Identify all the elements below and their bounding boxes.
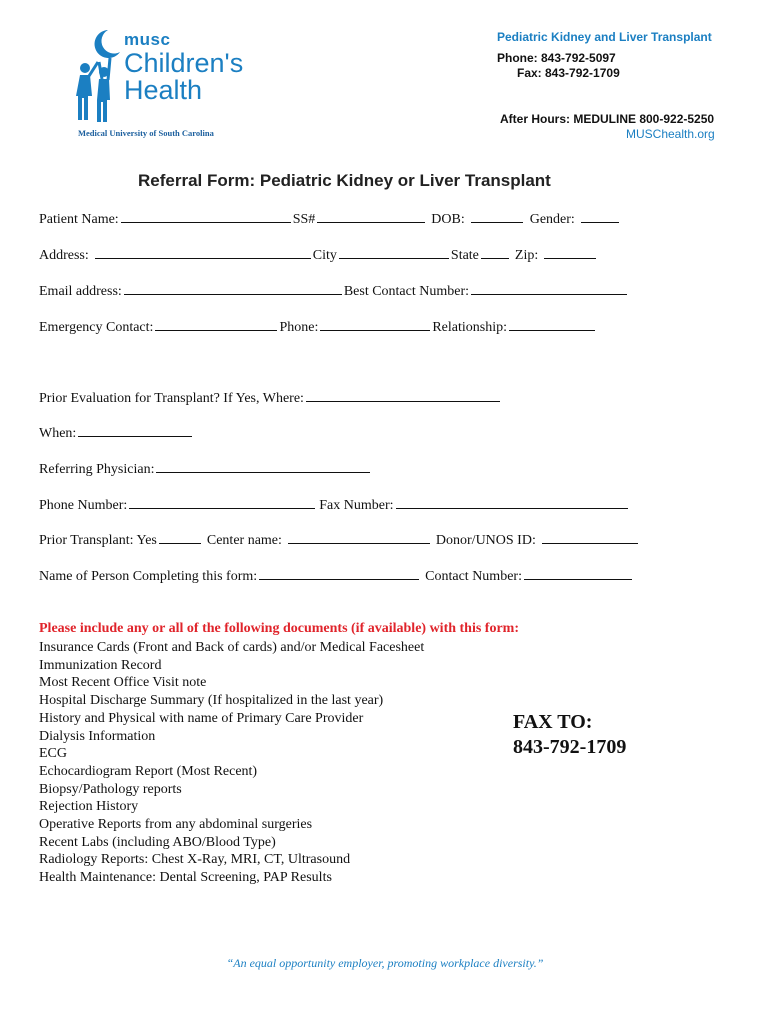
list-item: ECG [39, 746, 67, 762]
zip-field[interactable] [544, 257, 596, 259]
fax-number-label: Fax Number: [319, 498, 394, 513]
fax-number-field[interactable] [396, 507, 628, 509]
fax-to-block [513, 710, 626, 760]
form-row-when [39, 426, 194, 442]
gender-field[interactable] [581, 221, 619, 223]
best-contact-label: Best Contact Number: [343, 284, 470, 299]
donor-id-field[interactable] [542, 542, 638, 544]
contact-number-field[interactable] [524, 578, 632, 580]
form-row-emergency [39, 320, 597, 336]
person-completing-label: Name of Person Completing this form: [39, 569, 258, 584]
logo-health-text: Health [124, 75, 203, 105]
city-label: City [312, 248, 337, 263]
ss-label: SS# [292, 212, 316, 227]
phone-number: Phone: 843-792-5097 [497, 51, 616, 65]
list-item: Rejection History [39, 799, 139, 815]
phone-number-field[interactable] [129, 507, 315, 509]
form-row-address [39, 248, 598, 264]
relationship-label: Relationship: [432, 320, 507, 335]
form-row-completing [39, 569, 634, 585]
phone-number-label: Phone Number: [39, 498, 128, 513]
email-field[interactable] [124, 293, 342, 295]
department-name: Pediatric Kidney and Liver Transplant [497, 30, 712, 44]
state-label: State [450, 248, 479, 263]
list-item: Health Maintenance: Dental Screening, PAP Results [39, 870, 332, 886]
form-row-physician [39, 462, 372, 478]
dob-label: DOB: [431, 212, 465, 227]
list-item: Biopsy/Pathology reports [39, 781, 182, 797]
form-row-email [39, 284, 629, 300]
city-field[interactable] [339, 257, 449, 259]
contact-number-label: Contact Number: [425, 569, 522, 584]
fax-number: Fax: 843-792-1709 [517, 66, 620, 80]
form-title: Referral Form: Pediatric Kidney or Liver Transplant [138, 171, 551, 190]
after-hours: After Hours: MEDULINE 800-922-5250 [500, 112, 715, 126]
list-item: Immunization Record [39, 657, 162, 673]
list-item: Hospital Discharge Summary (If hospitalized in the last year) [39, 693, 384, 709]
list-item: Echocardiogram Report (Most Recent) [39, 763, 258, 779]
prior-transplant-field[interactable] [159, 542, 201, 544]
fax-to-label: FAX TO: [513, 711, 593, 733]
best-contact-field[interactable] [471, 293, 627, 295]
prior-transplant-label: Prior Transplant: Yes [39, 533, 157, 548]
documents-heading: Please include any or all of the following documents (if available) with this form: [39, 621, 519, 636]
emergency-contact-field[interactable] [155, 329, 277, 331]
list-item: Most Recent Office Visit note [39, 675, 207, 691]
person-completing-field[interactable] [259, 578, 419, 580]
footer-statement: “An equal opportunity employer, promoting workplace diversity.” [226, 956, 544, 970]
referring-physician-label: Referring Physician: [39, 462, 155, 477]
form-row-prior-transplant [39, 533, 640, 549]
logo-childrens-text: Children's [124, 48, 244, 78]
documents-list [39, 639, 424, 887]
children-moon-icon [72, 28, 124, 128]
relationship-field[interactable] [509, 329, 595, 331]
contact-block [497, 30, 737, 81]
form-row-prior-eval [39, 391, 502, 407]
center-name-label: Center name: [206, 533, 282, 548]
logo-musc-text: musc [124, 30, 171, 49]
when-field[interactable] [78, 435, 192, 437]
website-link[interactable]: MUSChealth.org [626, 127, 715, 141]
phone-label: Phone: [279, 320, 319, 335]
when-label: When: [39, 426, 77, 441]
referring-physician-field[interactable] [156, 471, 370, 473]
form-row-phone-fax [39, 498, 630, 514]
list-item: Radiology Reports: Chest X-Ray, MRI, CT, Ultrasound [39, 852, 351, 868]
donor-id-label: Donor/UNOS ID: [435, 533, 536, 548]
center-name-field[interactable] [288, 542, 430, 544]
phone-field[interactable] [320, 329, 430, 331]
musc-childrens-health-logo [72, 28, 262, 146]
patient-name-field[interactable] [121, 221, 291, 223]
emergency-contact-label: Emergency Contact: [39, 320, 154, 335]
list-item: Dialysis Information [39, 728, 156, 744]
patient-name-label: Patient Name: [39, 212, 119, 227]
zip-label: Zip: [514, 248, 539, 263]
dob-field[interactable] [471, 221, 523, 223]
ss-field[interactable] [317, 221, 425, 223]
address-label: Address: [39, 248, 89, 263]
list-item: Recent Labs (including ABO/Blood Type) [39, 834, 276, 850]
logo-university-text: Medical University of South Carolina [78, 128, 214, 138]
gender-label: Gender: [529, 212, 575, 227]
email-label: Email address: [39, 284, 122, 299]
fax-to-number: 843-792-1709 [513, 736, 627, 758]
state-field[interactable] [481, 257, 509, 259]
list-item: History and Physical with name of Primary Care Provider [39, 710, 364, 726]
list-item: Operative Reports from any abdominal surgeries [39, 817, 313, 833]
address-field[interactable] [95, 257, 311, 259]
prior-evaluation-label: Prior Evaluation for Transplant? If Yes, Where: [39, 391, 304, 406]
form-row-patient [39, 212, 621, 228]
prior-evaluation-field[interactable] [306, 400, 500, 402]
list-item: Insurance Cards (Front and Back of cards) and/or Medical Facesheet [39, 640, 425, 655]
